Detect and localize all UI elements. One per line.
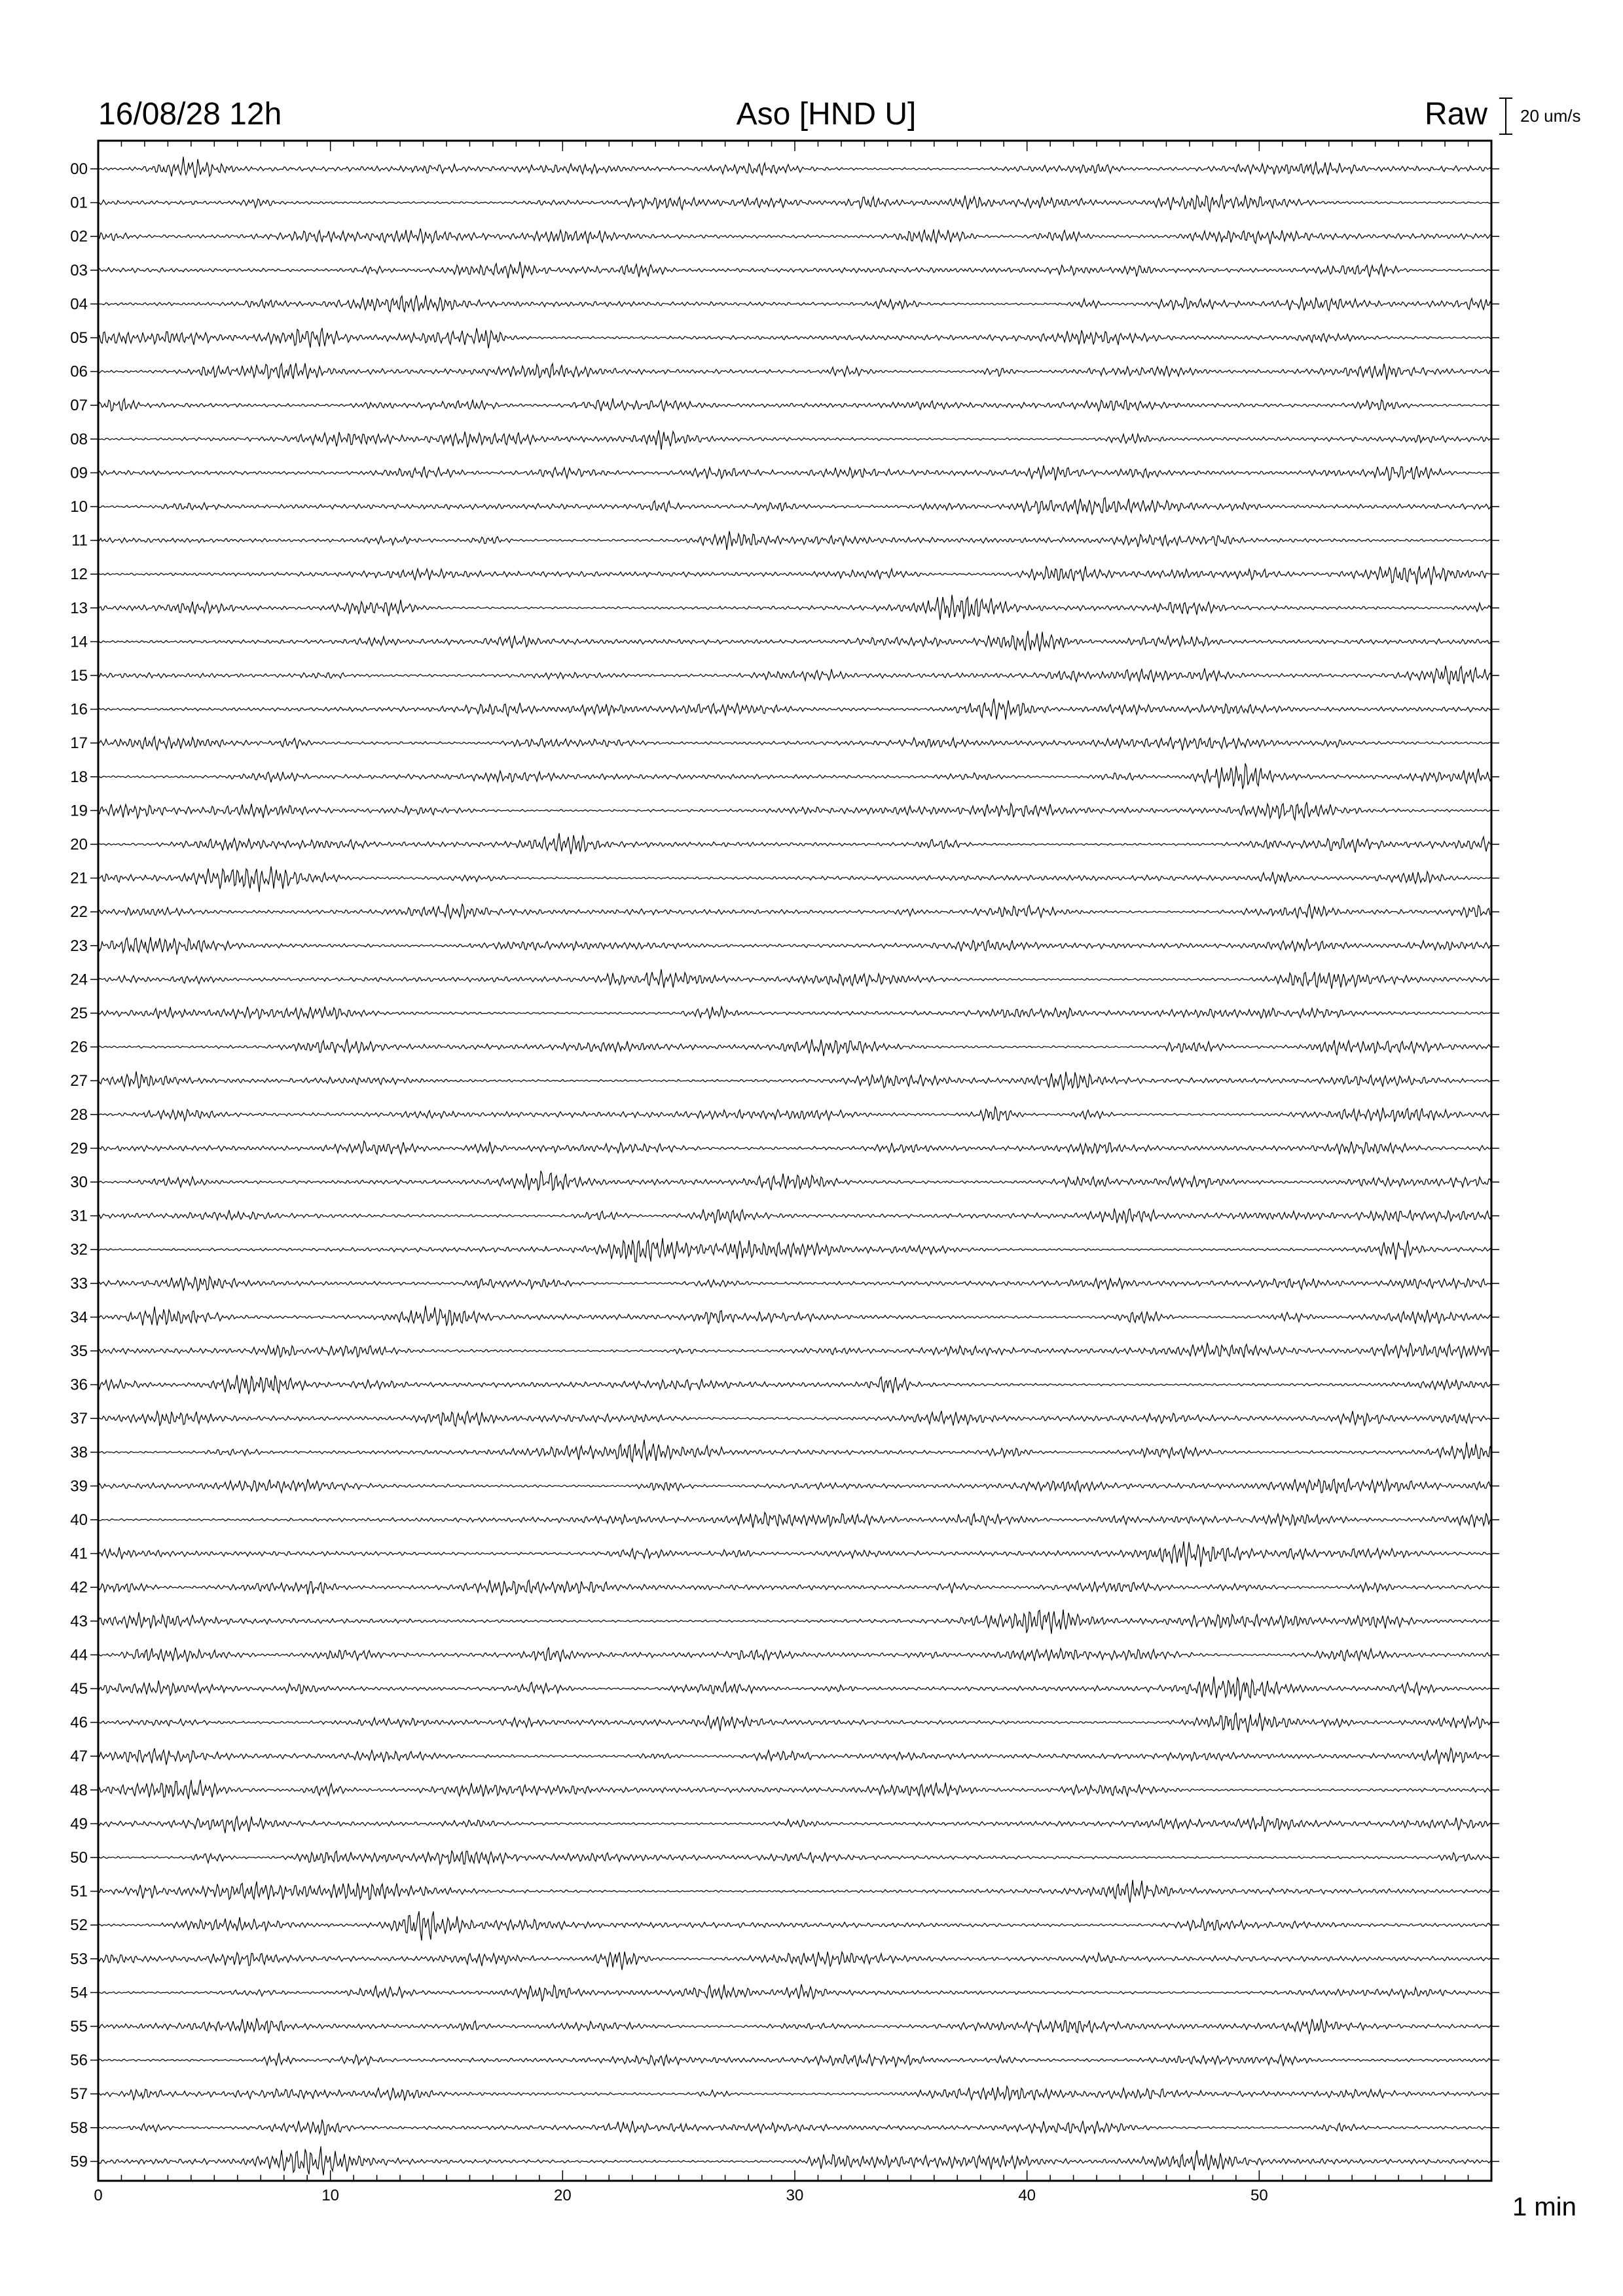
row-label: 01 bbox=[70, 194, 88, 212]
trace-row-07 bbox=[98, 399, 1491, 412]
x-tick-label: 10 bbox=[321, 2187, 340, 2204]
trace-row-56 bbox=[98, 2053, 1491, 2067]
x-tick-label: 30 bbox=[786, 2187, 804, 2204]
row-label: 47 bbox=[70, 1748, 88, 1766]
trace-row-36 bbox=[98, 1375, 1491, 1395]
row-label: 20 bbox=[70, 836, 88, 853]
trace-row-18 bbox=[98, 763, 1491, 789]
trace-row-48 bbox=[98, 1780, 1491, 1799]
row-label: 21 bbox=[70, 869, 88, 888]
row-label: 28 bbox=[70, 1105, 88, 1124]
row-label: 09 bbox=[70, 464, 88, 482]
trace-row-41 bbox=[98, 1541, 1491, 1567]
trace-row-30 bbox=[98, 1171, 1491, 1191]
row-label: 46 bbox=[70, 1713, 88, 1732]
row-label: 34 bbox=[70, 1308, 88, 1327]
trace-row-57 bbox=[98, 2087, 1491, 2101]
row-label: 39 bbox=[70, 1477, 88, 1496]
top-axis-ticks bbox=[98, 141, 1491, 151]
right-axis-ticks bbox=[90, 169, 1499, 2161]
x-tick-label: 50 bbox=[1250, 2187, 1268, 2204]
trace-row-19 bbox=[98, 802, 1491, 820]
trace-row-35 bbox=[98, 1342, 1491, 1358]
trace-row-31 bbox=[98, 1209, 1491, 1224]
bottom-axis-ticks bbox=[98, 2170, 1491, 2181]
row-label: 19 bbox=[70, 802, 88, 820]
trace-row-05 bbox=[98, 328, 1491, 348]
trace-row-22 bbox=[98, 904, 1491, 919]
trace-row-21 bbox=[98, 867, 1491, 892]
row-label: 44 bbox=[70, 1646, 88, 1664]
row-label: 45 bbox=[70, 1680, 88, 1698]
trace-row-34 bbox=[98, 1306, 1491, 1326]
x-tick-label: 0 bbox=[94, 2187, 103, 2204]
trace-row-10 bbox=[98, 497, 1491, 514]
row-label: 26 bbox=[70, 1038, 88, 1056]
row-label: 10 bbox=[70, 498, 88, 516]
row-label: 13 bbox=[70, 599, 88, 617]
trace-row-13 bbox=[98, 595, 1491, 620]
row-label: 16 bbox=[70, 700, 88, 719]
row-label: 42 bbox=[70, 1579, 88, 1597]
trace-row-26 bbox=[98, 1039, 1491, 1056]
row-label: 03 bbox=[70, 261, 88, 279]
trace-row-32 bbox=[98, 1238, 1491, 1263]
row-label: 11 bbox=[71, 531, 88, 550]
row-label: 00 bbox=[70, 160, 88, 178]
row-label: 50 bbox=[70, 1849, 88, 1867]
trace-row-14 bbox=[98, 631, 1491, 652]
trace-row-54 bbox=[98, 1984, 1491, 2001]
row-label: 31 bbox=[70, 1207, 88, 1225]
trace-row-20 bbox=[98, 833, 1491, 854]
trace-row-15 bbox=[98, 666, 1491, 684]
trace-row-52 bbox=[98, 1911, 1491, 1941]
x-tick-labels bbox=[94, 2187, 1267, 2204]
row-label: 57 bbox=[70, 2085, 88, 2104]
trace-row-42 bbox=[98, 1580, 1491, 1596]
x-axis-label: 1 min bbox=[1512, 2193, 1577, 2221]
trace-row-03 bbox=[98, 262, 1491, 278]
row-label: 08 bbox=[70, 430, 88, 448]
row-label: 04 bbox=[70, 295, 88, 314]
trace-row-16 bbox=[98, 698, 1491, 719]
row-label: 12 bbox=[70, 565, 88, 584]
row-label: 55 bbox=[70, 2018, 88, 2036]
row-label: 35 bbox=[70, 1342, 88, 1360]
trace-row-55 bbox=[98, 2018, 1491, 2034]
trace-row-17 bbox=[98, 737, 1491, 751]
row-label: 53 bbox=[70, 1950, 88, 1968]
trace-row-38 bbox=[98, 1440, 1491, 1462]
row-label: 51 bbox=[70, 1882, 88, 1901]
row-label: 41 bbox=[70, 1545, 88, 1563]
row-label: 27 bbox=[70, 1072, 88, 1090]
trace-row-11 bbox=[98, 531, 1491, 550]
row-label: 05 bbox=[70, 329, 88, 347]
trace-row-40 bbox=[98, 1513, 1491, 1528]
trace-row-23 bbox=[98, 937, 1491, 955]
row-label: 48 bbox=[70, 1781, 88, 1799]
trace-row-12 bbox=[98, 566, 1491, 585]
trace-row-49 bbox=[98, 1816, 1491, 1833]
trace-row-37 bbox=[98, 1411, 1491, 1427]
trace-row-01 bbox=[98, 194, 1491, 211]
row-label: 33 bbox=[70, 1274, 88, 1293]
row-label: 24 bbox=[70, 971, 88, 989]
chart-title-date: 16/08/28 12h bbox=[98, 97, 282, 132]
row-label: 56 bbox=[70, 2051, 88, 2070]
row-label: 23 bbox=[70, 937, 88, 955]
row-label: 06 bbox=[70, 363, 88, 381]
row-labels bbox=[70, 160, 88, 2170]
row-label: 15 bbox=[70, 667, 88, 685]
trace-row-43 bbox=[98, 1609, 1491, 1634]
row-label: 32 bbox=[70, 1241, 88, 1259]
trace-row-46 bbox=[98, 1713, 1491, 1733]
amplitude-scale-bar bbox=[1499, 98, 1512, 134]
trace-row-25 bbox=[98, 1007, 1491, 1019]
trace-row-50 bbox=[98, 1850, 1491, 1864]
trace-row-08 bbox=[98, 430, 1491, 450]
trace-row-47 bbox=[98, 1748, 1491, 1765]
row-label: 29 bbox=[70, 1139, 88, 1158]
chart-title-mode: Raw bbox=[1424, 97, 1487, 132]
seismic-traces bbox=[98, 156, 1491, 2175]
chart-title-station: Aso [HND U] bbox=[736, 97, 917, 132]
trace-row-29 bbox=[98, 1141, 1491, 1155]
row-label: 52 bbox=[70, 1916, 88, 1935]
amplitude-scale-label: 20 um/s bbox=[1520, 106, 1581, 126]
row-label: 36 bbox=[70, 1376, 88, 1394]
row-label: 02 bbox=[70, 228, 88, 246]
row-label: 40 bbox=[70, 1511, 88, 1529]
x-tick-label: 40 bbox=[1018, 2187, 1036, 2204]
trace-row-27 bbox=[98, 1071, 1491, 1090]
row-label: 49 bbox=[70, 1815, 88, 1833]
trace-row-44 bbox=[98, 1647, 1491, 1662]
row-label: 43 bbox=[70, 1612, 88, 1630]
trace-row-53 bbox=[98, 1952, 1491, 1970]
row-label: 54 bbox=[70, 1984, 88, 2002]
x-tick-label: 20 bbox=[553, 2187, 572, 2204]
row-label: 59 bbox=[70, 2153, 88, 2171]
trace-row-33 bbox=[98, 1276, 1491, 1291]
row-label: 22 bbox=[70, 903, 88, 922]
trace-row-24 bbox=[98, 969, 1491, 989]
row-label: 30 bbox=[70, 1174, 88, 1191]
row-label: 18 bbox=[70, 768, 88, 786]
trace-row-28 bbox=[98, 1107, 1491, 1122]
row-label: 25 bbox=[70, 1005, 88, 1022]
trace-row-39 bbox=[98, 1479, 1491, 1494]
trace-row-45 bbox=[98, 1677, 1491, 1701]
trace-row-51 bbox=[98, 1880, 1491, 1903]
row-label: 58 bbox=[70, 2119, 88, 2137]
plot-frame bbox=[98, 141, 1491, 2181]
row-label: 14 bbox=[70, 633, 88, 651]
trace-row-09 bbox=[98, 465, 1491, 480]
trace-row-58 bbox=[98, 2119, 1491, 2135]
trace-row-04 bbox=[98, 295, 1491, 312]
row-label: 07 bbox=[70, 397, 88, 415]
trace-row-00 bbox=[98, 156, 1491, 177]
row-label: 37 bbox=[70, 1410, 88, 1428]
row-label: 17 bbox=[70, 734, 88, 753]
trace-row-02 bbox=[98, 228, 1491, 244]
trace-row-06 bbox=[98, 363, 1491, 380]
row-label: 38 bbox=[70, 1443, 88, 1462]
